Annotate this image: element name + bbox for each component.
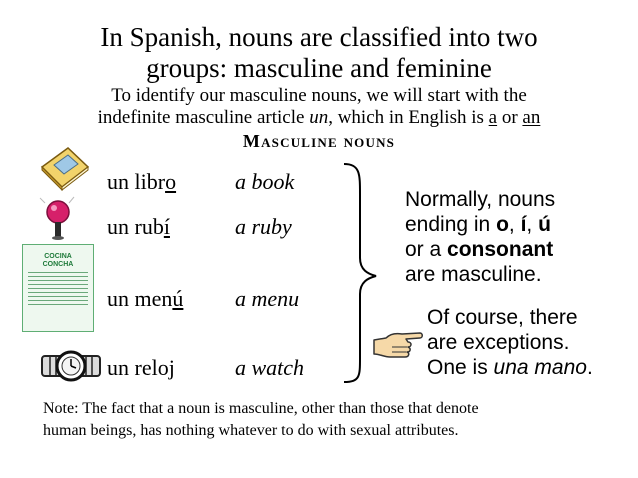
noun-menu: un menú [107, 286, 184, 311]
article-a: a [488, 107, 498, 128]
menu-card-icon [22, 244, 94, 332]
menu-card-title-2: CONCHA [42, 261, 74, 268]
title-line-2: groups: masculine and feminine [146, 53, 492, 83]
ending-u: ú [172, 286, 184, 311]
article-an: an [522, 107, 541, 128]
menu-card-line [28, 296, 88, 297]
intro-line-1: To identify our masculine nouns, we will start with the [111, 85, 527, 106]
translation-menu: a menu [235, 286, 300, 311]
section-heading: Masculine nouns [242, 131, 396, 151]
intro-line-2: indefinite masculine article un, which in English is a or an [97, 107, 541, 128]
exception-text: Of course, there are exceptions. One is una mano. [427, 306, 593, 379]
rule-text: Normally, nouns ending in o, í, ú or a consonant are masculine. [405, 188, 556, 286]
article-un: un [309, 107, 329, 128]
menu-card-title-1: COCINA [44, 253, 72, 260]
title-line-1: In Spanish, nouns are classified into two [100, 22, 538, 52]
menu-card-line [28, 280, 88, 281]
noun-libro: un libro [107, 169, 177, 194]
watch-icon [40, 348, 102, 384]
translation-watch: a watch [235, 355, 305, 380]
ending-o: o [165, 169, 177, 194]
rule-ending-i: í [520, 213, 527, 236]
ending-i: í [163, 214, 170, 239]
noun-rubi: un rubí [107, 214, 170, 239]
book-icon [38, 145, 92, 191]
menu-card-line [28, 284, 88, 285]
rule-consonant: consonant [447, 238, 554, 261]
menu-card-line [28, 304, 88, 305]
ruby-ring-icon [36, 192, 80, 242]
translation-book: a book [235, 169, 295, 194]
ending-j: j [168, 355, 175, 380]
rule-ending-u: ú [538, 213, 551, 236]
menu-card-line [28, 300, 88, 301]
translation-ruby: a ruby [235, 214, 292, 239]
rule-ending-o: o [496, 213, 509, 236]
noun-reloj: un reloj [107, 355, 175, 380]
intro-text [0, 85, 638, 129]
menu-card-line [28, 276, 88, 277]
una-mano: una mano [493, 356, 587, 379]
pointing-hand-icon [372, 326, 424, 364]
menu-card-line [28, 272, 88, 273]
footnote: Note: The fact that a noun is masculine, other than those that denote human beings, has nothing whatever to do with sexual attributes. [43, 400, 479, 439]
page-title [0, 22, 638, 84]
menu-card-line [28, 288, 88, 289]
menu-card-line [28, 292, 88, 293]
